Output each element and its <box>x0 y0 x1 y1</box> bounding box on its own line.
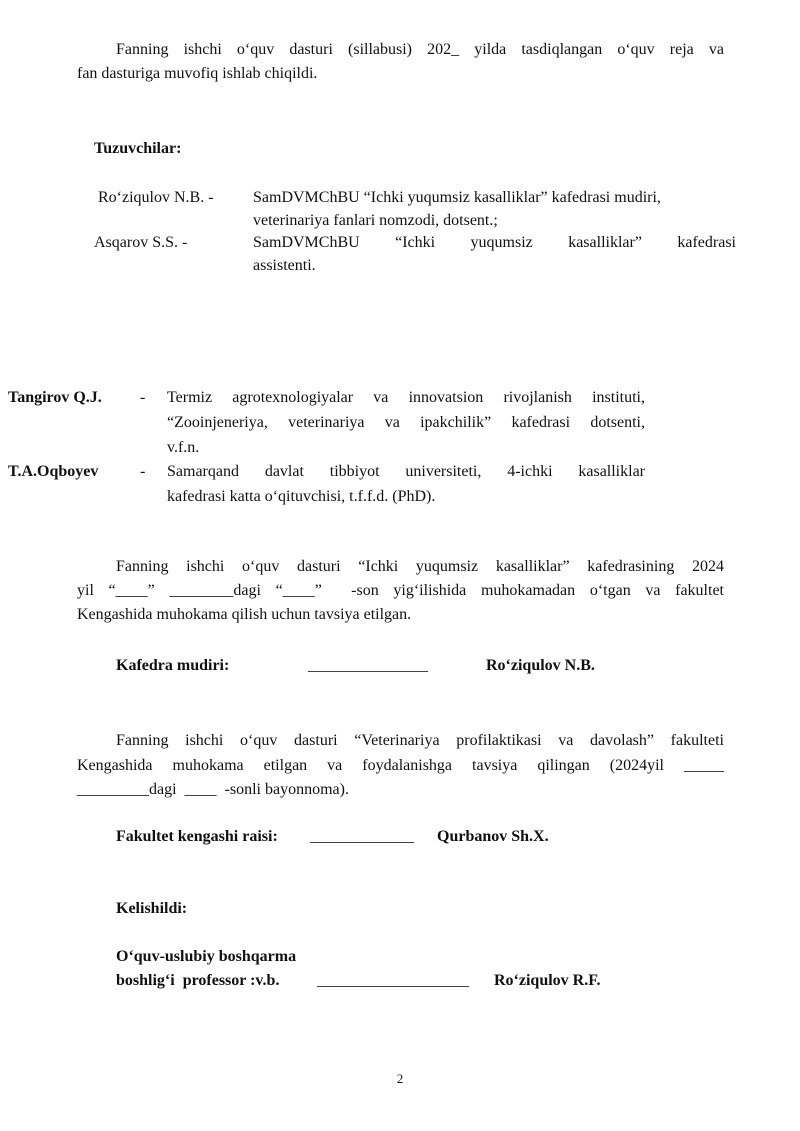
compilers-heading: Tuzuvchilar: <box>94 140 182 157</box>
agreed-signature-line: ___________________ <box>317 972 469 989</box>
reviewer-desc-1-line-2: “Zooinjeneriya, veterinariya va ipakchilik” kafedrasi dotsenti, <box>167 414 645 431</box>
reviewer-desc-1-line-1: Termiz agrotexnologiyalar va innovatsion rivojlanish instituti, <box>167 389 645 406</box>
reviewer-name-1: Tangirov Q.J. <box>8 389 102 406</box>
agreed-line-1: O‘quv-uslubiy boshqarma <box>116 948 297 965</box>
compiler-desc-1-line-2: veterinariya fanlari nomzodi, dotsent.; <box>253 212 498 229</box>
faculty-chair-label: Fakultet kengashi raisi: <box>116 828 278 845</box>
department-head-name: Ro‘ziqulov N.B. <box>486 657 595 674</box>
department-line-2: yil “____” ________dagi “____” -son yig‘ilishida muhokamadan o‘tgan va fakultet <box>77 582 724 599</box>
faculty-line-3: _________dagi ____ -sonli bayonnoma). <box>77 781 349 798</box>
reviewer-desc-1-line-3: v.f.n. <box>167 439 200 456</box>
compiler-desc-1-line-1: SamDVMChBU “Ichki yuqumsiz kasalliklar” kafedrasi mudiri, <box>253 189 661 206</box>
reviewer-dash-1: - <box>140 389 146 406</box>
agreed-name: Ro‘ziqulov R.F. <box>494 972 601 989</box>
department-line-1: Fanning ishchi o‘quv dasturi “Ichki yuqumsiz kasalliklar” kafedrasining 2024 <box>116 558 724 575</box>
compiler-name-1: Ro‘ziqulov N.B. - <box>98 189 214 206</box>
compiler-desc-2-line-2: assistenti. <box>253 257 316 274</box>
faculty-chair-signature-line: _____________ <box>310 828 414 845</box>
faculty-chair-name: Qurbanov Sh.X. <box>437 828 549 845</box>
faculty-line-1: Fanning ishchi o‘quv dasturi “Veterinariya profilaktikasi va davolash” fakulteti <box>116 732 724 749</box>
agreed-heading: Kelishildi: <box>116 900 188 917</box>
department-line-3: Kengashida muhokama qilish uchun tavsiya etilgan. <box>77 606 412 623</box>
faculty-line-2: Kengashida muhokama etilgan va foydalanishga tavsiya qilingan (2024yil _____ <box>77 757 724 774</box>
intro-line-1: Fanning ishchi o‘quv dasturi (sillabusi) 202_ yilda tasdiqlangan o‘quv reja va <box>116 41 724 58</box>
department-head-signature-line: _______________ <box>308 657 428 674</box>
compiler-desc-2-line-1: SamDVMChBU “Ichki yuqumsiz kasalliklar” kafedrasi <box>253 234 736 251</box>
reviewer-desc-2-line-1: Samarqand davlat tibbiyot universiteti, 4-ichki kasalliklar <box>167 463 645 480</box>
department-head-label: Kafedra mudiri: <box>116 657 230 674</box>
agreed-line-2-label: boshlig‘i professor :v.b. <box>116 972 280 989</box>
intro-line-2: fan dasturiga muvofiq ishlab chiqildi. <box>77 65 318 82</box>
reviewer-name-2: T.A.Oqboyev <box>8 463 99 480</box>
reviewer-dash-2: - <box>140 463 146 480</box>
reviewer-desc-2-line-2: kafedrasi katta o‘qituvchisi, t.f.f.d. (PhD). <box>167 488 436 505</box>
page-number: 2 <box>396 1071 404 1086</box>
compiler-name-2: Asqarov S.S. - <box>94 234 188 251</box>
